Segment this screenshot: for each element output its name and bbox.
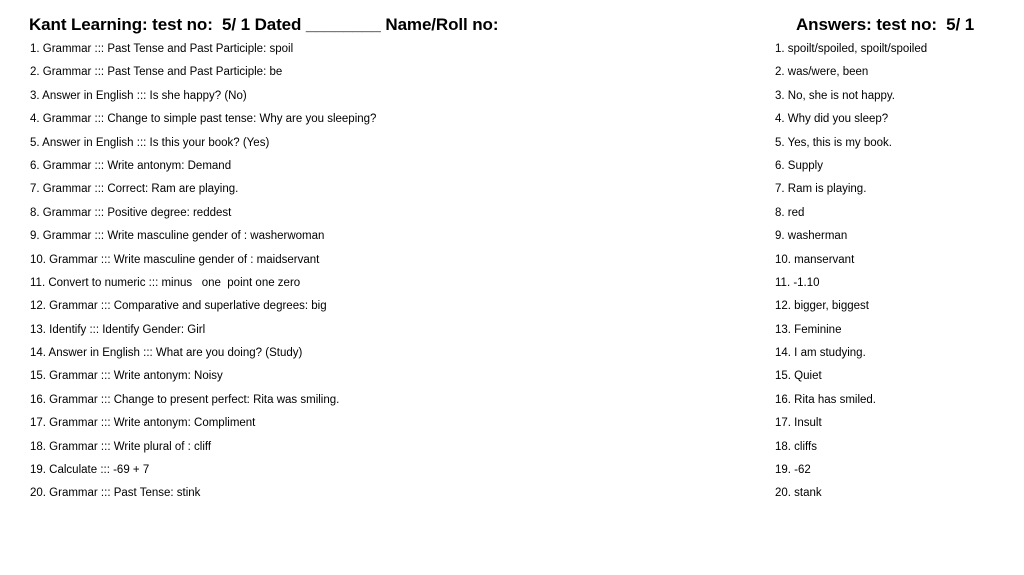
answer-item: 11. -1.10 (775, 276, 820, 289)
question-item: 8. Grammar ::: Positive degree: reddest (30, 206, 232, 219)
answer-item: 18. cliffs (775, 440, 817, 453)
answer-item: 15. Quiet (775, 370, 822, 383)
answer-list (775, 42, 1015, 510)
answer-item: 16. Rita has smiled. (775, 393, 876, 406)
answer-item: 3. No, she is not happy. (775, 89, 895, 102)
answer-item: 14. I am studying. (775, 347, 866, 360)
question-item: 2. Grammar ::: Past Tense and Past Participle: be (30, 66, 283, 79)
test-title: Kant Learning: test no: 5/ 1 Dated ________ Name/Roll no: (29, 15, 499, 34)
answer-item: 8. red (775, 206, 805, 219)
question-item: 15. Grammar ::: Write antonym: Noisy (30, 370, 223, 383)
question-item: 7. Grammar ::: Correct: Ram are playing. (30, 183, 239, 196)
answer-item: 13. Feminine (775, 323, 842, 336)
question-item: 9. Grammar ::: Write masculine gender of : washerwoman (30, 230, 325, 243)
question-item: 17. Grammar ::: Write antonym: Compliment (30, 417, 256, 430)
answer-item: 4. Why did you sleep? (775, 113, 889, 126)
question-item: 16. Grammar ::: Change to present perfect: Rita was smiling. (30, 393, 340, 406)
question-list (30, 42, 750, 510)
question-item: 19. Calculate ::: -69 + 7 (30, 464, 150, 477)
question-item: 4. Grammar ::: Change to simple past tense: Why are you sleeping? (30, 113, 377, 126)
answer-item: 7. Ram is playing. (775, 183, 867, 196)
answer-item: 19. -62 (775, 464, 811, 477)
answer-item: 10. manservant (775, 253, 855, 266)
answer-item: 2. was/were, been (775, 66, 869, 79)
question-item: 20. Grammar ::: Past Tense: stink (30, 487, 201, 500)
answer-item: 20. stank (775, 487, 822, 500)
question-item: 5. Answer in English ::: Is this your book? (Yes) (30, 136, 270, 149)
question-item: 14. Answer in English ::: What are you doing? (Study) (30, 347, 303, 360)
question-item: 18. Grammar ::: Write plural of : cliff (30, 440, 212, 453)
question-item: 11. Convert to numeric ::: minus one point one zero (30, 276, 301, 289)
answer-item: 6. Supply (775, 159, 823, 172)
question-item: 10. Grammar ::: Write masculine gender of : maidservant (30, 253, 320, 266)
question-item: 13. Identify ::: Identify Gender: Girl (30, 323, 206, 336)
question-item: 3. Answer in English ::: Is she happy? (No) (30, 89, 247, 102)
question-item: 6. Grammar ::: Write antonym: Demand (30, 159, 232, 172)
answer-item: 17. Insult (775, 417, 822, 430)
question-item: 12. Grammar ::: Comparative and superlative degrees: big (30, 300, 327, 313)
answer-item: 12. bigger, biggest (775, 300, 869, 313)
question-item: 1. Grammar ::: Past Tense and Past Participle: spoil (30, 43, 294, 55)
answers-title: Answers: test no: 5/ 1 (796, 15, 975, 34)
answer-item: 1. spoilt/spoiled, spoilt/spoiled (775, 43, 928, 55)
answer-item: 5. Yes, this is my book. (775, 136, 892, 149)
answer-item: 9. washerman (775, 230, 848, 243)
